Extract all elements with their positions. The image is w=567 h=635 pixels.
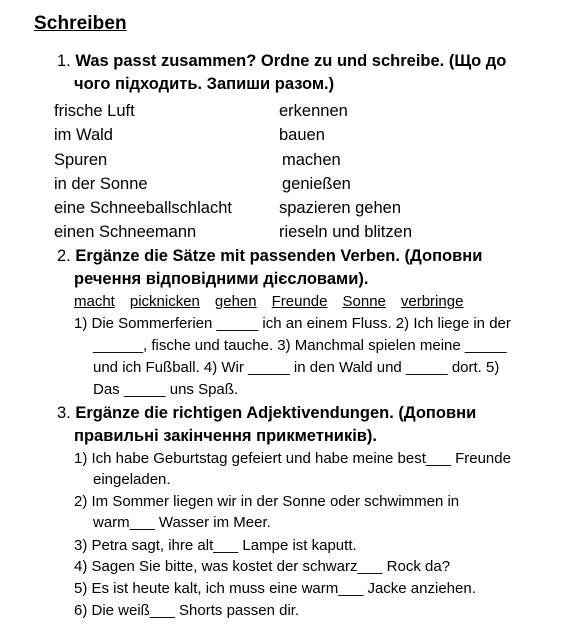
task-3-text-line: eingeladen. [93,471,171,488]
task-3-text-line: warm___ Wasser im Meer. [93,514,271,531]
task-2-number: 2. [57,247,71,265]
task-1-line-1: Was passt zusammen? Ordne zu und schreibe. (Що до [75,52,507,70]
right-verb: genießen [282,175,351,193]
task-3-text-line: 1) Ich habe Geburtstag gefeiert und habe meine best___ Freunde [74,450,511,467]
task-1-heading [57,50,506,73]
task-3-text-line: 4) Sagen Sie bitte, was kostet der schwarz___ Rock da? [74,558,451,575]
left-phrase: in der Sonne [54,175,148,193]
left-phrase: eine Schneeballschlacht [54,199,232,217]
task-3-text-line: 6) Die weiß___ Shorts passen dir. [74,602,300,619]
right-verb: rieseln und blitzen [279,223,412,241]
task-3-text-line: 3) Petra sagt, ihre alt___ Lampe ist kaputt. [74,537,357,554]
word-bank-item: Freunde [271,293,328,310]
task-3-text-line: 5) Es ist heute kalt, ich muss eine warm___ Jacke anziehen. [74,580,476,597]
task-1-line-2: чого підходить. Запиши разом.) [74,75,335,93]
task-2-text-line: 1) Die Sommerferien _____ ich an einem Fluss. 2) Ich liege in der [74,315,511,332]
page-title: Schreiben [34,13,127,34]
word-bank-item: macht [74,293,115,310]
task-2-text-line: ______, fische und tauche. 3) Manchmal spielen meine _____ [93,337,507,354]
task-2-heading [57,245,482,268]
right-verb: machen [282,151,341,169]
word-bank [74,293,478,310]
task-3-text-line: 2) Im Sommer liegen wir in der Sonne oder schwimmen in [74,493,460,510]
task-1-number: 1. [57,52,71,70]
task-3-line-1: Ergänze die richtigen Adjektivendungen. (Доповни [75,404,477,422]
task-3-heading [57,402,476,425]
left-phrase: im Wald [54,126,113,144]
right-verb: spazieren gehen [279,199,402,217]
task-2-line-1: Ergänze die Sätze mit passenden Verben. (Доповни [75,247,483,265]
task-3-number: 3. [57,404,71,422]
task-2-text-line: Das _____ uns Spaß. [93,381,239,398]
word-bank-item: gehen [214,293,257,310]
word-bank-item: picknicken [129,293,200,310]
task-2-text-line: und ich Fußball. 4) Wir _____ in den Wald und _____ dort. 5) [93,359,500,376]
word-bank-item: verbringe [400,293,464,310]
left-phrase: frische Luft [54,102,135,120]
left-phrase: einen Schneemann [54,223,197,241]
task-3-line-2: правильні закінчення прикметників). [74,427,378,445]
left-phrase: Spuren [54,151,108,169]
word-bank-item: Sonne [342,293,386,310]
right-verb: erkennen [279,102,348,120]
right-verb: bauen [279,126,325,144]
task-2-line-2: речення відповідними дієсловами). [74,270,369,288]
